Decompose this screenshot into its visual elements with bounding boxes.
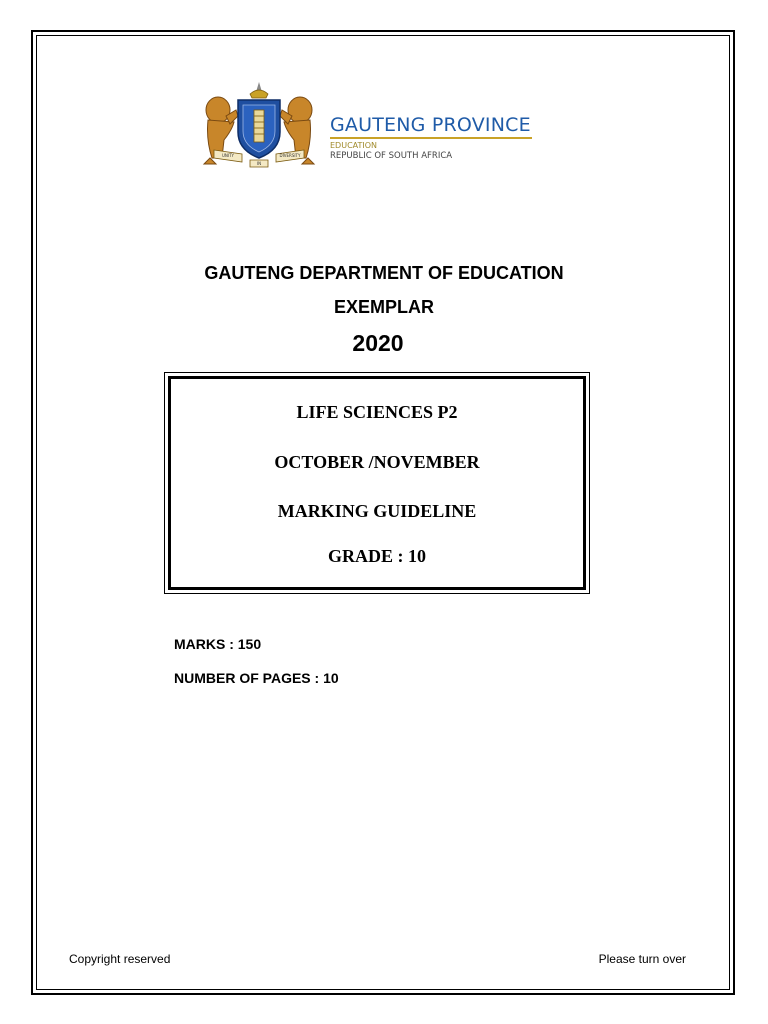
logo-subtitle-education: EDUCATION xyxy=(330,141,378,150)
copyright-footer: Copyright reserved xyxy=(69,952,171,966)
subject-title: LIFE SCIENCES P2 xyxy=(296,402,458,422)
coat-of-arms-icon xyxy=(196,80,322,170)
logo-rule xyxy=(330,137,532,139)
exemplar-heading: EXEMPLAR xyxy=(333,297,434,317)
marks-label: MARKS : 150 xyxy=(174,636,262,652)
logo-subtitle-country: REPUBLIC OF SOUTH AFRICA xyxy=(330,151,453,161)
motto-left: UNITY xyxy=(222,153,234,158)
turn-over-footer: Please turn over xyxy=(598,952,686,966)
year-heading: 2020 xyxy=(352,330,404,356)
department-heading: GAUTENG DEPARTMENT OF EDUCATION xyxy=(204,263,564,283)
logo-text xyxy=(330,114,532,162)
exam-session: OCTOBER /NOVEMBER xyxy=(274,452,480,472)
motto-right: DIVERSITY xyxy=(279,153,301,158)
pages-label: NUMBER OF PAGES : 10 xyxy=(174,670,339,686)
motto-mid: IN xyxy=(256,161,262,166)
logo-title: GAUTENG PROVINCE xyxy=(330,114,531,136)
gauteng-logo xyxy=(196,80,556,170)
grade-label: GRADE : 10 xyxy=(328,546,426,566)
document-type: MARKING GUIDELINE xyxy=(277,501,477,521)
